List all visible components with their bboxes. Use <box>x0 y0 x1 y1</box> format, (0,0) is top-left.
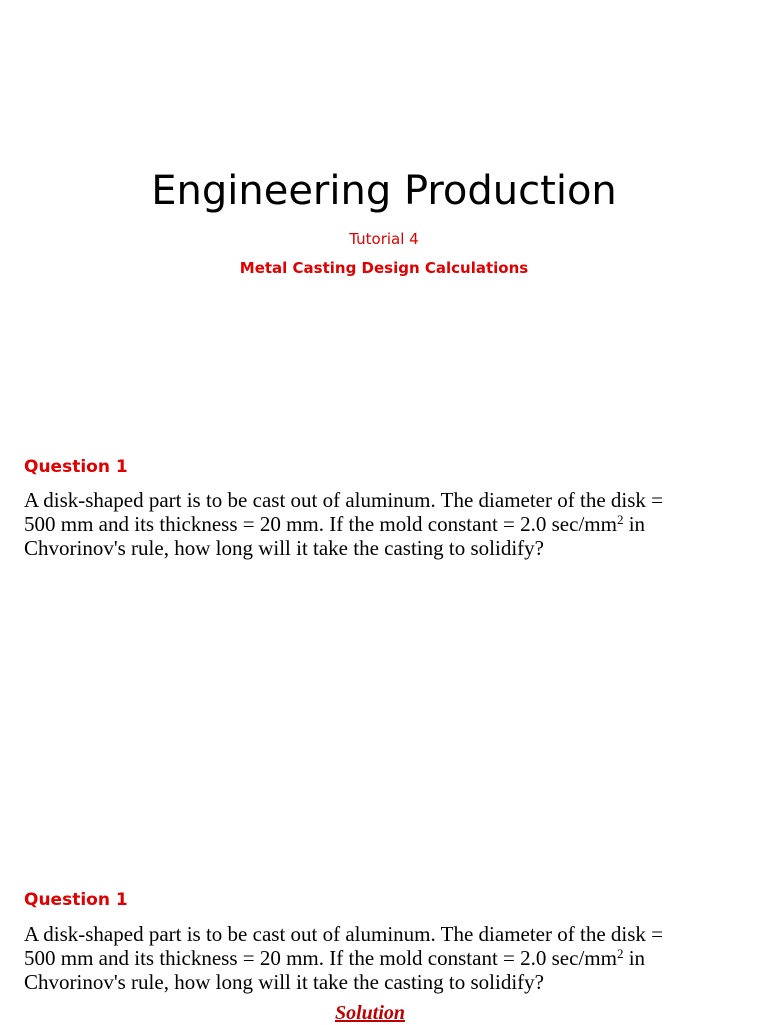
tutorial-label: Tutorial 4 <box>349 230 419 248</box>
question-heading: Question 1 <box>24 457 128 477</box>
question-line-2 <box>24 946 744 970</box>
topic-label: Metal Casting Design Calculations <box>239 259 529 277</box>
question-line-1: A disk-shaped part is to be cast out of aluminum. The diameter of the disk = <box>24 922 663 946</box>
question-line-2-end: in <box>623 946 646 970</box>
solution-label: Solution <box>334 1002 406 1024</box>
question-text <box>24 488 744 560</box>
question-line-2-text: 500 mm and its thickness = 20 mm. If the mold constant = 2.0 sec/mm <box>24 512 617 536</box>
question-line-1: A disk-shaped part is to be cast out of aluminum. The diameter of the disk = <box>24 488 663 512</box>
question-text <box>24 922 744 994</box>
title-slide <box>0 0 768 340</box>
superscript-2: 2 <box>616 512 624 527</box>
question-slide-2 <box>0 860 768 1024</box>
page-title: Engineering Production <box>151 168 617 214</box>
question-line-3: Chvorinov's rule, how long will it take the casting to solidify? <box>24 536 544 560</box>
question-line-2-text: 500 mm and its thickness = 20 mm. If the mold constant = 2.0 sec/mm <box>24 946 617 970</box>
question-line-2-end: in <box>623 512 646 536</box>
question-line-2 <box>24 512 744 536</box>
superscript-2: 2 <box>616 946 624 961</box>
question-heading: Question 1 <box>24 890 128 910</box>
question-slide-1 <box>0 340 768 860</box>
question-line-3: Chvorinov's rule, how long will it take the casting to solidify? <box>24 970 544 994</box>
